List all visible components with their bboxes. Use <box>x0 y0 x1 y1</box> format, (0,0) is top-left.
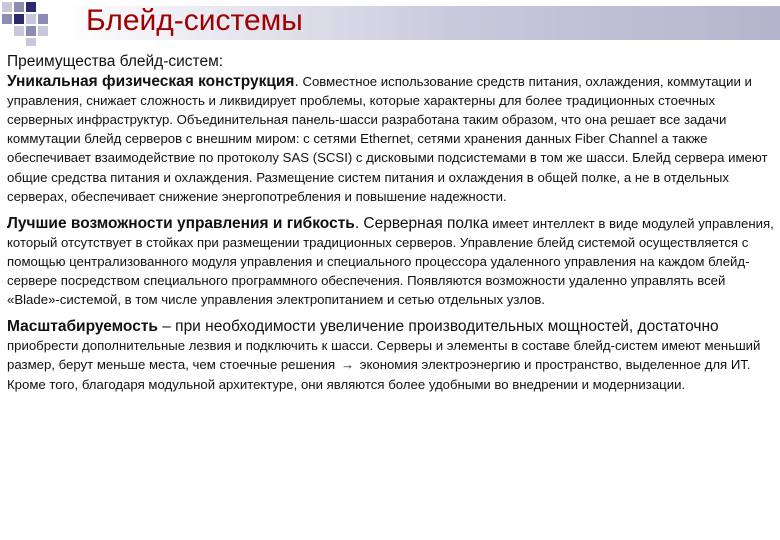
section-heading: Уникальная физическая конструкция <box>7 73 295 91</box>
section-scalability <box>7 317 777 393</box>
section-heading-tail: . <box>294 73 299 91</box>
section-heading: Масштабируемость <box>7 318 158 336</box>
slide-title: Блейд-системы <box>86 4 303 37</box>
decorative-squares-icon <box>0 0 62 46</box>
section-text: имеет интеллект в виде модулей управления, который отсутствует в стойках при размещении традиционных серверов. Управление блейд системой осуществляется с помощью централизованного модуля управления и специального процессора удаленного управления на каждом блейд-сервере посредством специального программного обеспечения. Появляются возможности удаленно управлять всей «Blade»-системой, в том числе управления электропитанием и сетью отдельных узлов. <box>7 215 774 308</box>
right-arrow-icon: → <box>340 357 355 373</box>
section-management <box>7 214 777 309</box>
slide-header <box>0 0 780 46</box>
section-text: приобрести дополнительные лезвия и подключить к шасси. Серверы и элементы в составе блейд-систем имеют меньший размер, берут меньше места, чем стоечные решения <box>7 338 761 373</box>
section-text: экономия электроэнергию и пространство, выделенное для ИТ. Кроме того, благодаря модульной архитектуре, они являются более удобными во внедрении и модернизации. <box>7 357 751 392</box>
section-heading: Лучшие возможности управления и гибкость <box>7 214 355 232</box>
slide-body <box>7 52 777 402</box>
section-heading-tail: . Серверная полка <box>354 214 489 232</box>
section-text: Совместное использование средств питания, охлаждения, коммутации и управления, снижает сложность и ликвидирует проблемы, которые характерны для более традиционных стоечных серверных инфраструктур. Объединительная панель-шасси разработана таким образом, что она решает все задачи коммутации блейд серверов с внешним миром: с сетями Ethernet, сетями хранения данных Fiber Channel а также обеспечивает взаимодействие по протоколу SAS (SCSI) с дисковыми подсистемами в том же шасси. Блейд сервера имеют общие средства питания и охлаждения. Размещение систем питания и охлаждения в общей полке, а не в отдельных серверах, обеспечивает снижение энергопотребления и повышение надежности. <box>7 74 768 204</box>
intro-text: Преимущества блейд-систем: <box>7 53 224 70</box>
section-heading-tail: – при необходимости увеличение производительных мощностей, достаточно <box>157 318 719 336</box>
section-physical-design <box>7 72 777 206</box>
